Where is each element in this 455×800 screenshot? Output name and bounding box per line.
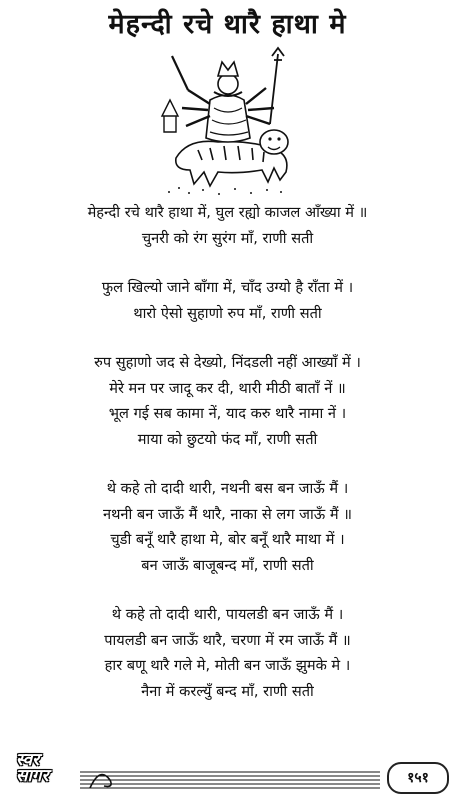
- page-footer: [0, 750, 455, 800]
- lyric-line: हार बणू थारै गले मे, मोती बन जाऊँ झुमके मे ।: [104, 657, 351, 674]
- lyric-line: थारो ऐसो सुहाणो रुप माँ, राणी सती: [133, 304, 322, 322]
- lyric-line: बन जाऊँ बाजूबन्द माँ, राणी सती: [141, 556, 314, 574]
- swar-sagar-logo: [6, 750, 86, 794]
- lyric-line: नैना में करल्युँ बन्द माँ, राणी सती: [141, 682, 314, 700]
- lyric-line: थे कहे तो दादी थारी, नथनी बस बन जाऊँ मैं ।: [106, 480, 349, 497]
- lyric-line: नथनी बन जाऊँ मैं थारै, नाका से लग जाऊँ मैं ॥: [102, 505, 352, 523]
- stanza: [0, 350, 455, 452]
- lyric-line: पायलडी बन जाऊँ थारै, चरणा में रम जाऊँ मैं ॥: [104, 631, 351, 649]
- logo-text: स्वर सागर: [16, 750, 49, 786]
- stanza: [0, 200, 455, 251]
- lyric-line: मेहन्दी रचे थारै हाथा में, घुल रह्यो काजल आँख्या में ॥: [87, 204, 368, 221]
- music-staff-decoration: [80, 770, 380, 790]
- stanza: [0, 275, 455, 326]
- goddess-on-tiger-illustration: [158, 46, 298, 196]
- lyric-line: चुनरी को रंग सुरंग माँ, राणी सती: [141, 229, 314, 247]
- lyric-line: रुप सुहाणो जद से देख्यो, निंदडली नहीं आख्याँ में ।: [94, 354, 361, 371]
- lyric-line: माया को छुटयो फंद माँ, राणी सती: [137, 430, 318, 448]
- lyric-line: फुल खिल्यो जाने बाँगा में, चाँद उग्यो है राँता में ।: [101, 279, 354, 296]
- lyrics: [0, 200, 455, 728]
- stanza: [0, 476, 455, 578]
- lyric-line: चुडी बनूँ थारै हाथा मे, बोर बनूँ थारै माथा में ।: [110, 531, 345, 548]
- lyric-line: मेरे मन पर जादू कर दी, थारी मीठी बाताँ नें ॥: [109, 379, 346, 397]
- stanza: [0, 602, 455, 704]
- page-title: मेहन्दी रचे थारै हाथा मे: [108, 9, 347, 40]
- lyric-line: थे कहे तो दादी थारी, पायलडी बन जाऊँ मैं ।: [111, 606, 344, 623]
- lyric-line: भूल गई सब कामा नें, याद करु थारै नामा नें ।: [108, 405, 347, 422]
- page-number: १५१: [387, 762, 449, 794]
